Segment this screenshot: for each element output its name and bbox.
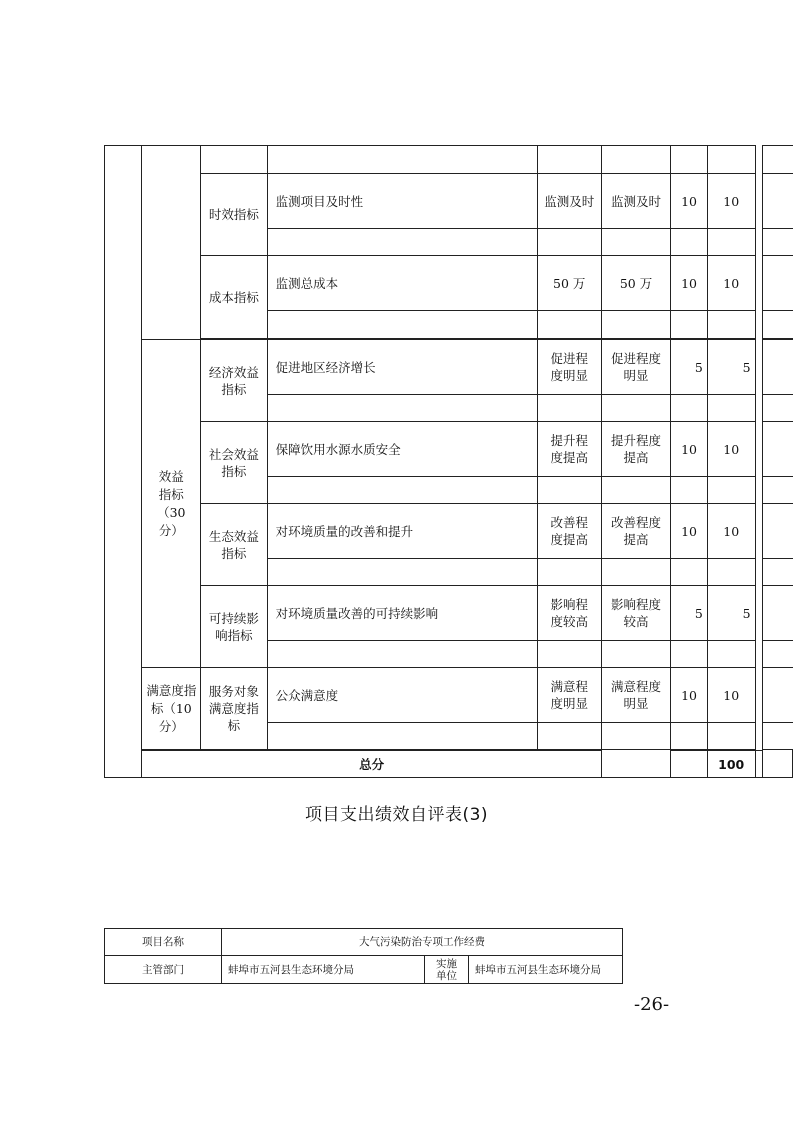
level3-cell: 生态效益指标 [201, 504, 267, 586]
project-name-label: 项目名称 [105, 929, 222, 956]
total-actual-cell [671, 751, 708, 778]
dept-value: 蚌埠市五河县生态环境分局 [222, 956, 425, 984]
cutoff-cell [763, 668, 793, 723]
cutoff-cell [763, 174, 793, 229]
weight-cell: 10 [671, 256, 708, 311]
project-info-table [104, 928, 623, 984]
project-name-value: 大气污染防治专项工作经费 [222, 929, 623, 956]
table-row [105, 586, 793, 641]
level2-cell [142, 146, 201, 340]
target-cell: 监测及时 [537, 174, 601, 229]
indicator-cell: 监测项目及时性 [267, 174, 537, 229]
target-cell [537, 146, 601, 174]
level2-label: 满意度指标（10 分） [146, 682, 197, 734]
level3-cell: 时效指标 [201, 174, 267, 256]
cutoff-cell [763, 504, 793, 559]
cutoff-cell [763, 256, 793, 311]
total-gap-cell [601, 751, 670, 778]
target-cell: 提升程度提高 [537, 422, 601, 477]
level3-cell: 服务对象满意度指标 [201, 668, 267, 750]
table-row [105, 956, 623, 984]
actual-cell [601, 146, 670, 174]
actual-cell: 提升程度提高 [601, 422, 670, 477]
indicator-cell: 保障饮用水源水质安全 [267, 422, 537, 477]
level2-cell [142, 668, 201, 750]
score-cell: 5 [707, 586, 755, 641]
actual-cell: 促进程度明显 [601, 340, 670, 395]
cutoff-cell [763, 422, 793, 477]
table-row [105, 146, 793, 174]
gap-cell [755, 668, 763, 723]
score-cell: 10 [707, 668, 755, 723]
level3-cell: 经济效益指标 [201, 340, 267, 422]
target-cell: 改善程度提高 [537, 504, 601, 559]
score-cell [707, 146, 755, 174]
weight-cell: 10 [671, 668, 708, 723]
cutoff-cell [763, 340, 793, 395]
table-row [105, 256, 793, 311]
table-row [105, 340, 793, 395]
impl-label [425, 956, 469, 984]
level2-cell [142, 340, 201, 668]
indicator-cell [267, 146, 537, 174]
level2-label: 效益指标（30 分） [157, 468, 186, 538]
target-cell: 50 万 [537, 256, 601, 311]
impl-value: 蚌埠市五河县生态环境分局 [469, 956, 623, 984]
gap-cell [755, 586, 763, 641]
score-cell: 5 [707, 340, 755, 395]
total-weight: 100 [707, 751, 755, 778]
score-cell: 10 [707, 422, 755, 477]
indicator-cell: 监测总成本 [267, 256, 537, 311]
actual-cell: 50 万 [601, 256, 670, 311]
table-row [105, 668, 793, 723]
total-label: 总分 [142, 751, 602, 778]
weight-cell: 5 [671, 340, 708, 395]
table-row [105, 504, 793, 559]
weight-cell [671, 146, 708, 174]
weight-cell: 5 [671, 586, 708, 641]
section-title: 项目支出绩效自评表(3) [304, 805, 489, 825]
gap-cell [763, 751, 793, 778]
weight-cell: 10 [671, 174, 708, 229]
cutoff-cell [763, 146, 793, 174]
target-cell: 促进程度明显 [537, 340, 601, 395]
total-row [105, 751, 793, 778]
table-row [105, 174, 793, 229]
level3-cell: 可持续影响指标 [201, 586, 267, 668]
indicator-cell: 公众满意度 [267, 668, 537, 723]
page-number: -26- [634, 994, 670, 1015]
gap-cell [755, 146, 763, 174]
weight-cell: 10 [671, 422, 708, 477]
level1-cell [105, 146, 142, 778]
gap-cell [755, 340, 763, 395]
actual-cell: 影响程度较高 [601, 586, 670, 641]
actual-cell: 监测及时 [601, 174, 670, 229]
impl-label-text: 实施单位 [436, 957, 457, 982]
level3-cell: 成本指标 [201, 256, 267, 339]
score-cell: 10 [707, 256, 755, 311]
gap-cell [755, 504, 763, 559]
target-cell: 满意程度明显 [537, 668, 601, 723]
score-cell: 10 [707, 174, 755, 229]
gap-cell [755, 256, 763, 311]
table-row [105, 422, 793, 477]
actual-cell: 满意程度明显 [601, 668, 670, 723]
dept-label: 主管部门 [105, 956, 222, 984]
gap-cell [755, 422, 763, 477]
level3-cell [201, 146, 267, 174]
level3-cell: 社会效益指标 [201, 422, 267, 504]
actual-cell: 改善程度提高 [601, 504, 670, 559]
table-row [105, 929, 623, 956]
target-cell: 影响程度较高 [537, 586, 601, 641]
indicator-cell: 促进地区经济增长 [267, 340, 537, 395]
gap-cell [755, 174, 763, 229]
score-cell: 10 [707, 504, 755, 559]
indicator-cell: 对环境质量改善的可持续影响 [267, 586, 537, 641]
weight-cell: 10 [671, 504, 708, 559]
total-score-cell [755, 751, 763, 778]
performance-indicator-table [104, 145, 793, 778]
indicator-cell: 对环境质量的改善和提升 [267, 504, 537, 559]
cutoff-cell [763, 586, 793, 641]
